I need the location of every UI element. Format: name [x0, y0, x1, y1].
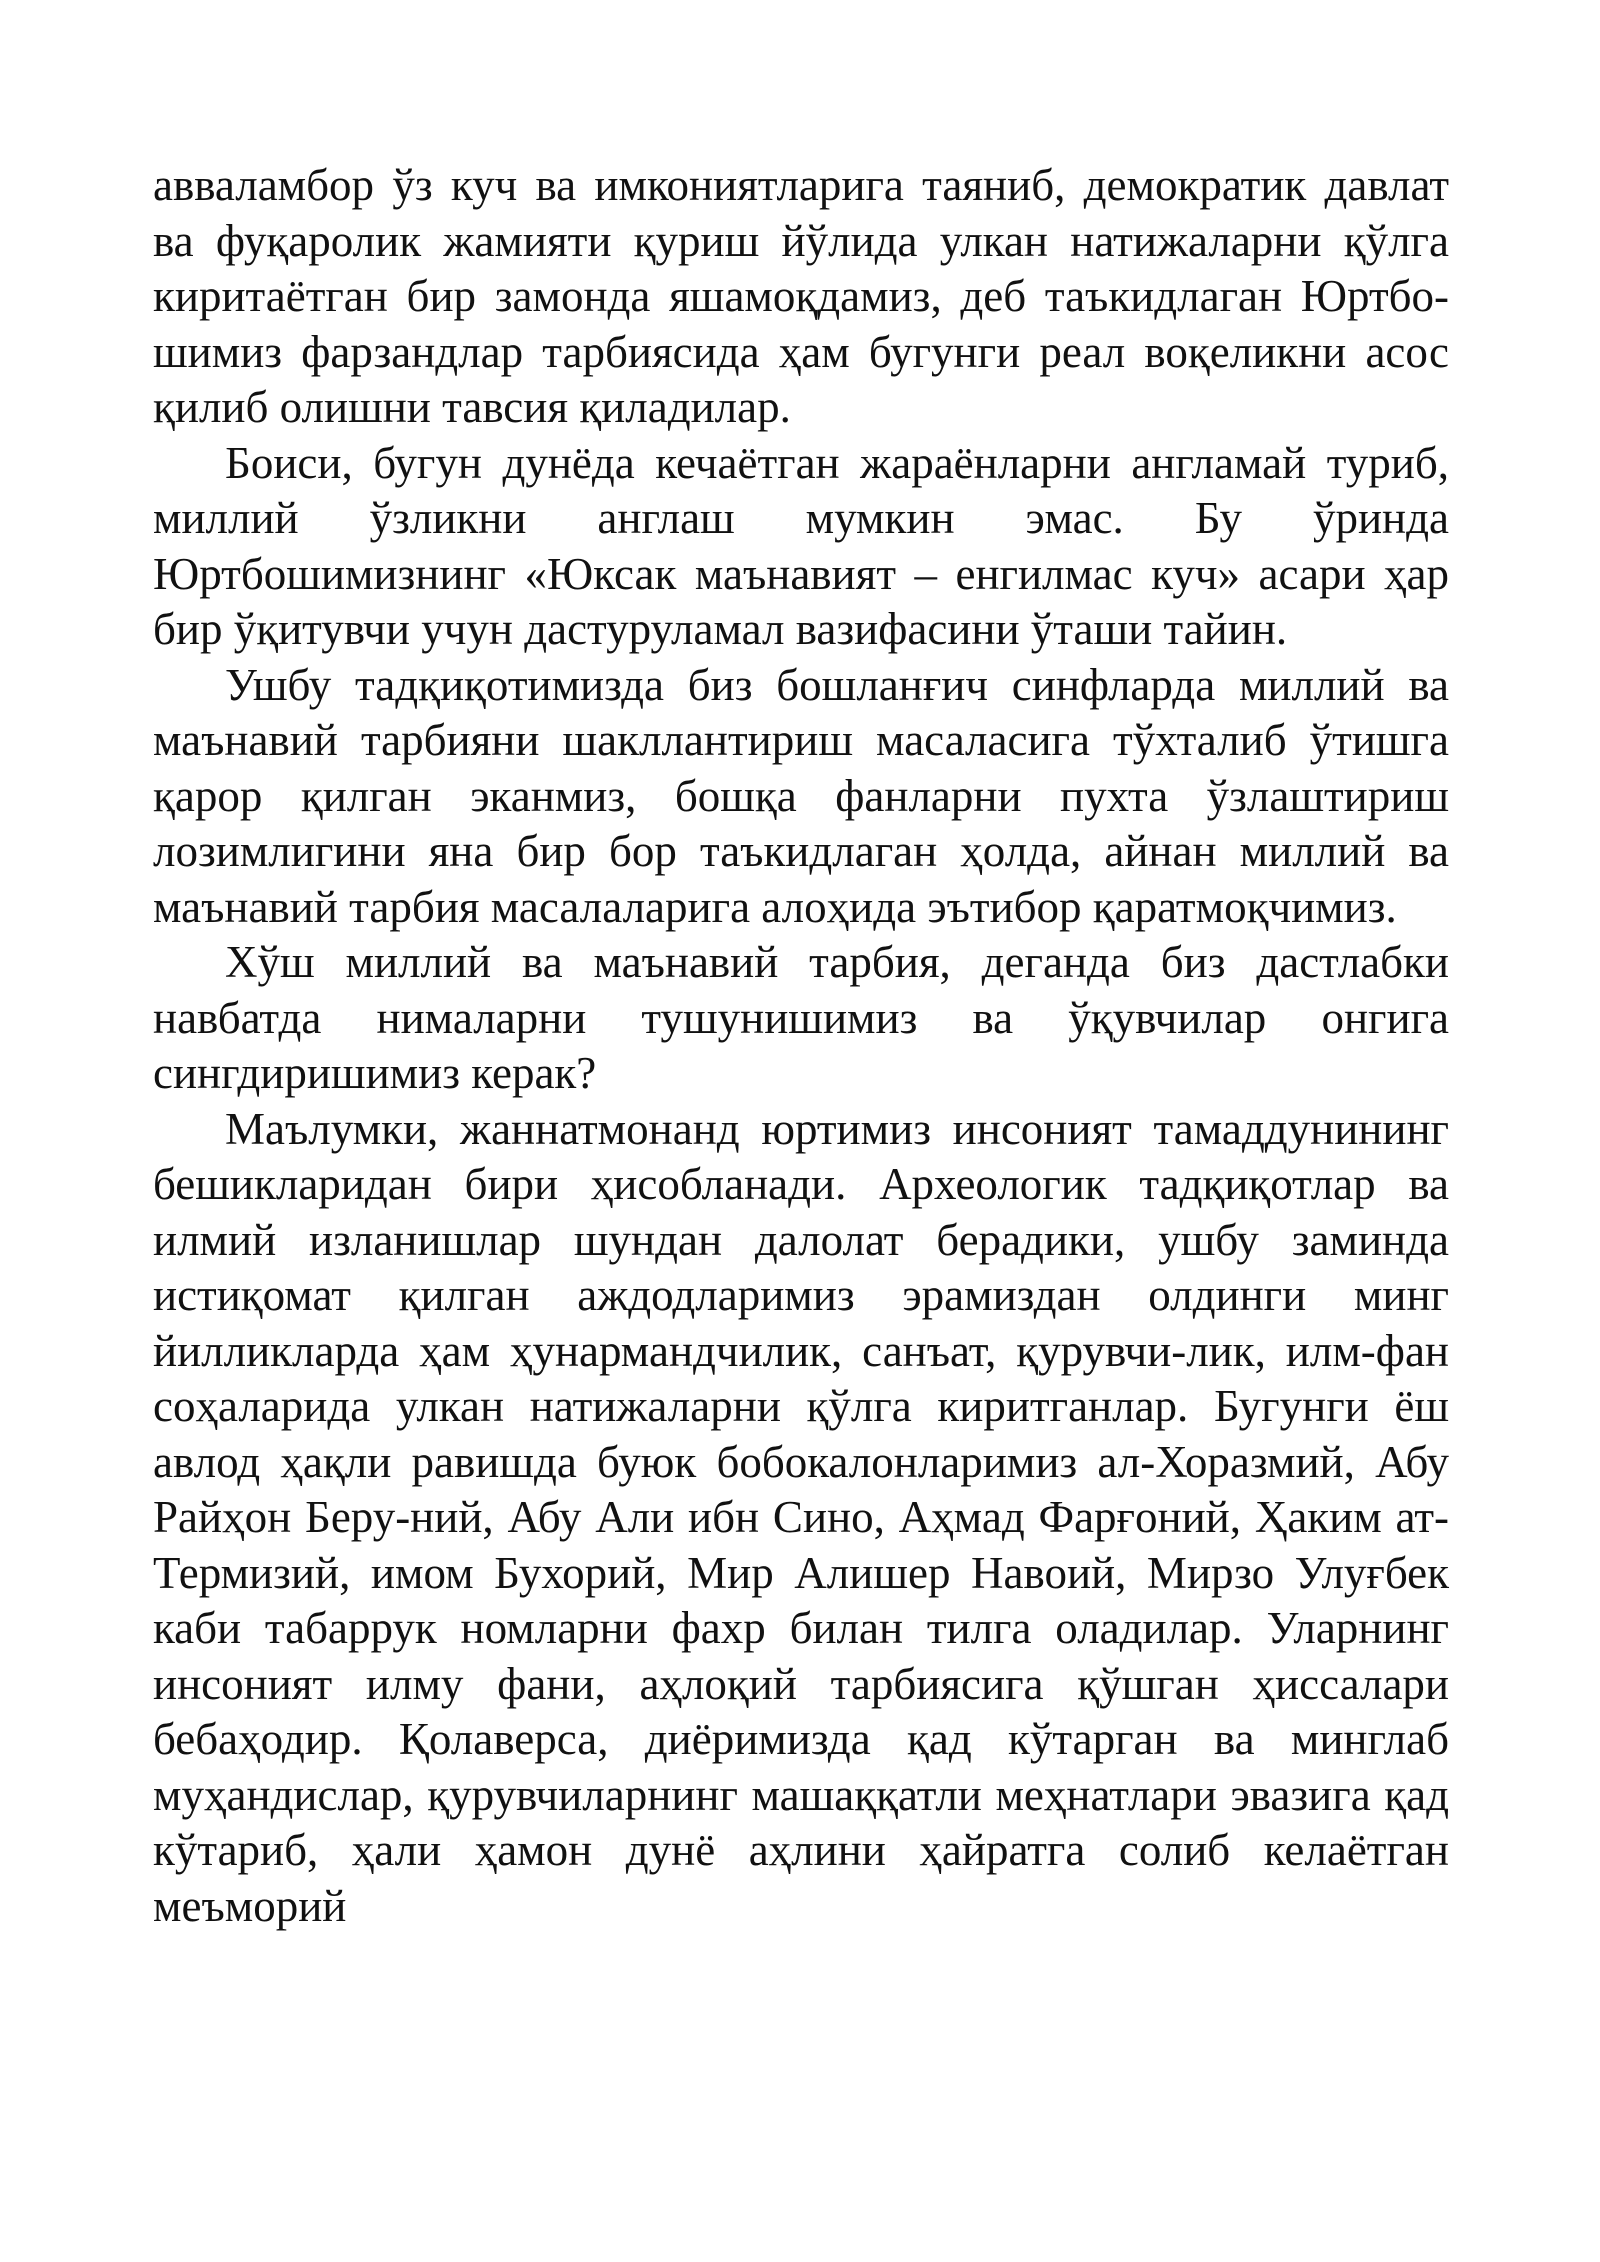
paragraph-1: авваламбор ўз куч ва имкониятларига таяниб, демократик давлат ва фуқаролик жамияти қуриш йўлида улкан натижаларни қўлга киритаётган бир замонда яшамоқдамиз, деб таъкидлаган Юртбо-шимиз фарзандлар тарбиясида ҳам бугунги реал воқеликни асос қилиб олишни тавсия қиладилар.: [153, 160, 1449, 432]
paragraph-2: Боиси, бугун дунёда кечаётган жараёнларни англамай туриб, миллий ўзликни англаш мумкин эмас. Бу ўринда Юртбошимизнинг «Юксак маънавият – енгилмас куч» асари ҳар бир ўқитувчи учун дастуруламал вазифасини ўташи тайин.: [153, 437, 1449, 654]
document-page: [153, 158, 1449, 1934]
paragraph-4: Хўш миллий ва маънавий тарбия, деганда биз дастлабки навбатда нималарни тушунишимиз ва ўқувчилар онгига сингдиришимиз керак?: [153, 937, 1449, 1098]
paragraph-3: Ушбу тадқиқотимизда биз бошланғич синфларда миллий ва маънавий тарбияни шакллантириш масаласига тўхталиб ўтишга қарор қилган эканмиз, бошқа фанларни пухта ўзлаштириш лозимлигини яна бир бор таъкидлаган ҳолда, айнан миллий ва маънавий тарбия масалаларига алоҳида эътибор қаратмоқчимиз.: [153, 659, 1449, 932]
paragraph-5: Маълумки, жаннатмонанд юртимиз инсоният тамаддунининг бешикларидан бири ҳисобланади. Археологик тадқиқотлар ва илмий изланишлар шундан далолат берадики, ушбу заминда истиқомат қилган аждодларимиз эрамиздан олдинги минг йилликларда ҳам ҳунармандчилик, санъат, қурувчи-лик, илм-фан соҳаларида улкан натижаларни қўлга киритганлар. Бугунги ёш авлод ҳақли равишда буюк бобокалонларимиз ал-Хоразмий, Абу Райҳон Беру-ний, Абу Али ибн Сино, Аҳмад Фарғоний, Ҳаким ат-Термизий, имом Бухорий, Мир Алишер Навоий, Мирзо Улуғбек каби табаррук номларни фахр билан тилга оладилар. Уларнинг инсоният илму фани, аҳлоқий тарбиясига қўшган ҳиссалари бебаҳодир. Қолаверса, диёримизда қад кўтарган ва минглаб муҳандислар, қурувчиларнинг машаққатли меҳнатлари эвазига қад кўтариб, ҳали ҳамон дунё аҳлини ҳайратга солиб келаётган меъморий: [153, 1103, 1449, 1931]
